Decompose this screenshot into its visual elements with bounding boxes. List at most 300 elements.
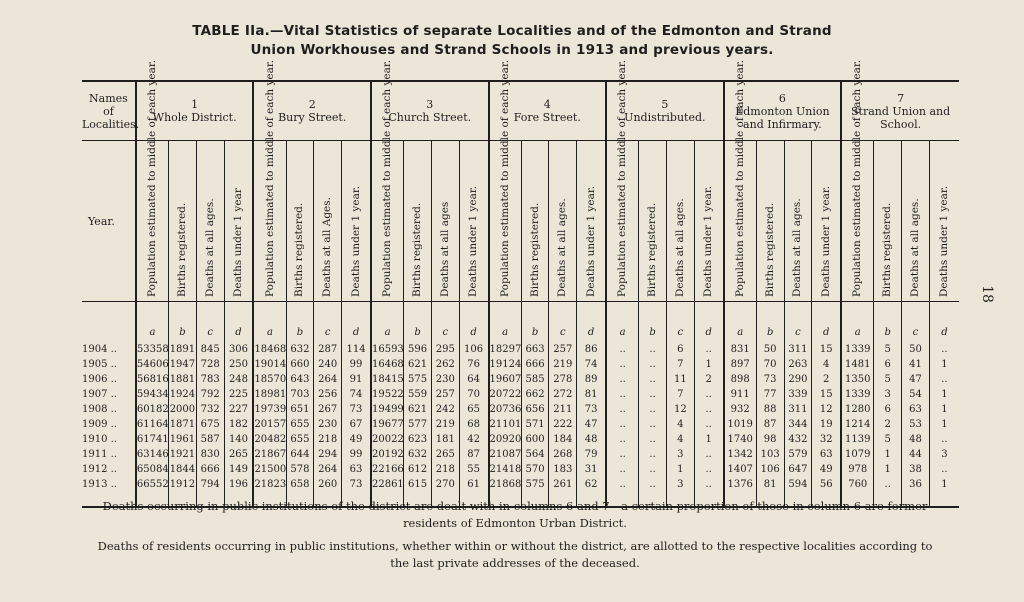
table-cell: 1 xyxy=(694,357,723,372)
column-header xyxy=(431,141,459,302)
column-letter: c xyxy=(784,302,812,343)
column-header-label: Population estimated to middle of each year. xyxy=(851,59,864,297)
table-cell: 227 xyxy=(224,402,253,417)
page-number: 18 xyxy=(978,285,995,303)
column-header-label: Births registered. xyxy=(293,202,306,297)
table-cell: 140 xyxy=(224,432,253,447)
table-cell: 272 xyxy=(549,387,577,402)
table-cell: 19014 xyxy=(254,359,287,370)
table-cell: .. xyxy=(694,447,723,462)
column-letter: d xyxy=(812,302,841,343)
table-cell: 149 xyxy=(224,462,253,477)
title-line-1: TABLE IIa.—Vital Statistics of separate Localities and of the Edmonton and Strand xyxy=(192,23,832,39)
table-cell: 41 xyxy=(902,357,930,372)
column-header-label: Deaths at all Ages. xyxy=(321,197,334,297)
table-cell: 98 xyxy=(756,432,784,447)
table-cell: 655 xyxy=(286,432,314,447)
table-row xyxy=(82,417,959,432)
table-cell: .. xyxy=(606,402,639,417)
table-cell: 311 xyxy=(784,402,812,417)
table-cell: 432 xyxy=(784,432,812,447)
column-header-row xyxy=(82,141,959,302)
group-number: 1 xyxy=(191,98,199,111)
table-cell: 19522 xyxy=(371,389,404,400)
table-cell: 290 xyxy=(784,372,812,387)
footnote-2: Deaths of residents occurring in public institutions, whether within or without the district, are allotted to the respective localities according to the last private addresses of the deceased. xyxy=(97,539,933,570)
table-cell: 306 xyxy=(224,342,253,357)
column-letter: b xyxy=(874,302,902,343)
table-cell: 897 xyxy=(724,357,757,372)
column-letter: c xyxy=(549,302,577,343)
table-cell: 59434 xyxy=(136,389,169,400)
table-cell: 106 xyxy=(756,462,784,477)
table-cell: 1280 xyxy=(841,402,874,417)
table-cell: 1 xyxy=(929,357,959,372)
table-cell: 1 xyxy=(666,462,694,477)
table-cell: 663 xyxy=(521,342,549,357)
table-cell: 339 xyxy=(784,387,812,402)
table-cell: 81 xyxy=(756,477,784,492)
group-name: Whole District. xyxy=(152,111,237,124)
table-cell: 267 xyxy=(314,402,342,417)
table-cell: 262 xyxy=(431,357,459,372)
table-cell: 1 xyxy=(929,417,959,432)
table-cell: 264 xyxy=(314,372,342,387)
column-letter: a xyxy=(489,302,522,343)
table-cell: 21418 xyxy=(489,464,522,475)
table-cell: 732 xyxy=(196,402,224,417)
column-letter: d xyxy=(342,302,371,343)
table-cell: .. xyxy=(639,477,667,492)
table-cell: 1844 xyxy=(169,464,196,475)
table-cell: 615 xyxy=(404,477,432,492)
table-cell: 1 xyxy=(874,462,902,477)
table-cell: 63 xyxy=(812,447,841,462)
table-cell: 66552 xyxy=(136,479,169,490)
column-header xyxy=(459,141,488,302)
table-cell: 655 xyxy=(286,417,314,432)
table-cell: 344 xyxy=(784,417,812,432)
table-row xyxy=(82,342,959,357)
table-cell: 257 xyxy=(431,387,459,402)
year-cell: 1912 .. xyxy=(82,464,117,475)
column-header-label: Deaths under 1 year. xyxy=(702,185,715,297)
table-cell: 594 xyxy=(784,477,812,492)
table-cell: 264 xyxy=(314,462,342,477)
footnote-1: Deaths occurring in public institutions of the district are dealt with in columns 6 and 7—a certain proportion of those in column 6 are former residents of Edmonton Urban District. xyxy=(102,499,928,530)
table-cell: 666 xyxy=(521,357,549,372)
table-cell: .. xyxy=(929,372,959,387)
table-cell: 570 xyxy=(521,462,549,477)
column-letter: b xyxy=(521,302,549,343)
table-cell: 675 xyxy=(196,417,224,432)
year-cell: 1908 .. xyxy=(82,404,117,415)
table-cell: 20736 xyxy=(489,404,522,415)
table-cell: 1921 xyxy=(169,449,196,460)
table-cell: 1339 xyxy=(841,387,874,402)
table-cell: 268 xyxy=(549,447,577,462)
table-cell: 260 xyxy=(314,477,342,492)
column-header xyxy=(606,59,639,302)
table-cell: 61741 xyxy=(136,434,169,445)
table-cell: 44 xyxy=(902,447,930,462)
column-header xyxy=(756,141,784,302)
table-cell: 54606 xyxy=(136,359,169,370)
table-cell: 1871 xyxy=(169,419,196,430)
table-cell: .. xyxy=(639,432,667,447)
names-of-localities-label: Names of Localities. xyxy=(82,82,136,141)
column-header xyxy=(784,141,812,302)
column-letter: d xyxy=(929,302,959,343)
table-cell: .. xyxy=(606,462,639,477)
table-cell: 21867 xyxy=(254,449,287,460)
table-row xyxy=(82,402,959,417)
table-cell: 3 xyxy=(666,477,694,492)
table-cell: 218 xyxy=(431,462,459,477)
column-header xyxy=(314,141,342,302)
column-header xyxy=(929,141,959,302)
table-cell: 571 xyxy=(521,417,549,432)
footnotes xyxy=(90,498,940,578)
table-cell: .. xyxy=(639,402,667,417)
column-header xyxy=(874,141,902,302)
column-header xyxy=(666,141,694,302)
table-cell: 250 xyxy=(224,357,253,372)
table-cell: 64 xyxy=(459,372,488,387)
table-cell: 38 xyxy=(902,462,930,477)
table-cell: 265 xyxy=(224,447,253,462)
table-cell: .. xyxy=(874,477,902,492)
column-header-label: Deaths at all ages xyxy=(438,201,451,297)
column-header-label: Population estimated to middle of each year. xyxy=(498,59,511,297)
column-header-label: Deaths under 1 year. xyxy=(349,185,362,297)
year-cell: 1909 .. xyxy=(82,419,117,430)
table-cell: 16468 xyxy=(371,359,404,370)
table-cell: 31 xyxy=(577,462,606,477)
table-cell: 2 xyxy=(694,372,723,387)
table-cell: .. xyxy=(694,342,723,357)
table-cell: 67 xyxy=(342,417,371,432)
table-cell: 278 xyxy=(549,372,577,387)
table-cell: 257 xyxy=(549,342,577,357)
table-cell: 20920 xyxy=(489,434,522,445)
table-cell: 219 xyxy=(549,357,577,372)
table-cell: 911 xyxy=(724,387,757,402)
vital-statistics-table xyxy=(82,59,959,508)
table-cell: 794 xyxy=(196,477,224,492)
table-cell: 182 xyxy=(224,417,253,432)
table-cell: 1350 xyxy=(841,372,874,387)
column-header-label: Deaths at all ages. xyxy=(791,198,804,297)
table-cell: 621 xyxy=(404,402,432,417)
table-cell: 1339 xyxy=(841,342,874,357)
table-cell: 2 xyxy=(812,372,841,387)
column-header xyxy=(902,141,930,302)
table-cell: 99 xyxy=(342,447,371,462)
table-cell: 65 xyxy=(459,402,488,417)
table-cell: 61 xyxy=(459,477,488,492)
table-cell: 792 xyxy=(196,387,224,402)
table-cell: 49 xyxy=(342,432,371,447)
table-cell: 261 xyxy=(549,477,577,492)
table-cell: 932 xyxy=(724,402,757,417)
table-cell: 265 xyxy=(431,447,459,462)
title-line-2: Union Workhouses and Strand Schools in 1913 and previous years. xyxy=(250,42,774,58)
column-header-label: Population estimated to middle of each year. xyxy=(263,59,276,297)
table-cell: 1912 xyxy=(169,479,196,490)
table-cell: 3 xyxy=(929,447,959,462)
table-cell: 21500 xyxy=(254,464,287,475)
table-cell: .. xyxy=(694,462,723,477)
table-cell: 88 xyxy=(756,402,784,417)
column-header-label: Population estimated to middle of each year. xyxy=(381,59,394,297)
table-cell: 21823 xyxy=(254,479,287,490)
table-cell: 666 xyxy=(196,462,224,477)
column-letter: b xyxy=(639,302,667,343)
table-cell: .. xyxy=(639,462,667,477)
table-cell: 99 xyxy=(342,357,371,372)
group-name: Bury Street. xyxy=(278,111,347,124)
table-cell: 20022 xyxy=(371,434,404,445)
table-cell: 22166 xyxy=(371,464,404,475)
table-cell: 20157 xyxy=(254,419,287,430)
table-cell: 211 xyxy=(549,402,577,417)
column-header xyxy=(253,59,286,302)
table-cell: 50 xyxy=(902,342,930,357)
table-cell: 63 xyxy=(342,462,371,477)
table-cell: 183 xyxy=(549,462,577,477)
table-cell: 18570 xyxy=(254,374,287,385)
table-cell: 1891 xyxy=(169,344,196,355)
table-cell: .. xyxy=(694,402,723,417)
column-header xyxy=(371,59,404,302)
table-cell: 1376 xyxy=(724,477,757,492)
table-cell: 20192 xyxy=(371,449,404,460)
group-number: 4 xyxy=(543,98,551,111)
column-header-label: Population estimated to middle of each year. xyxy=(616,59,629,297)
table-cell: 621 xyxy=(404,357,432,372)
table-cell: 54 xyxy=(902,387,930,402)
column-letters-row xyxy=(82,302,959,343)
table-cell: 81 xyxy=(577,387,606,402)
group-name: Church Street. xyxy=(388,111,472,124)
table-cell: 225 xyxy=(224,387,253,402)
table-cell: 47 xyxy=(902,372,930,387)
table-cell: 1019 xyxy=(724,417,757,432)
table-cell: 1740 xyxy=(724,432,757,447)
table-cell: 32 xyxy=(812,432,841,447)
table-cell: 1924 xyxy=(169,389,196,400)
table-cell: 76 xyxy=(459,357,488,372)
table-cell: 63 xyxy=(902,402,930,417)
column-letter: a xyxy=(606,302,639,343)
group-name: Edmonton Union and Infirmary. xyxy=(735,104,830,131)
table-cell: 3 xyxy=(874,387,902,402)
group-header-row xyxy=(82,82,959,141)
table-cell: 22861 xyxy=(371,479,404,490)
year-cell: 1907 .. xyxy=(82,389,117,400)
table-cell: 74 xyxy=(577,357,606,372)
table-cell: 19607 xyxy=(489,374,522,385)
table-cell: 256 xyxy=(314,387,342,402)
column-header xyxy=(489,59,522,302)
table-cell: 579 xyxy=(784,447,812,462)
year-cell: 1913 .. xyxy=(82,479,117,490)
column-letter: a xyxy=(841,302,874,343)
table-cell: 5 xyxy=(874,372,902,387)
table-cell: .. xyxy=(694,417,723,432)
table-cell: 73 xyxy=(756,372,784,387)
table-cell: 559 xyxy=(404,387,432,402)
column-header xyxy=(694,141,723,302)
table-cell: 1961 xyxy=(169,434,196,445)
year-cell: 1906 .. xyxy=(82,374,117,385)
column-letter: b xyxy=(169,302,197,343)
table-cell: .. xyxy=(639,342,667,357)
table-cell: 830 xyxy=(196,447,224,462)
table-cell: .. xyxy=(694,477,723,492)
table-cell: 7 xyxy=(666,387,694,402)
table-cell: 1947 xyxy=(169,359,196,370)
table-cell: 2 xyxy=(874,417,902,432)
column-header-label: Population estimated to middle of each year. xyxy=(733,59,746,297)
table-cell: 73 xyxy=(342,477,371,492)
table-cell: .. xyxy=(694,387,723,402)
table-cell: 18468 xyxy=(254,344,287,355)
table-cell: 4 xyxy=(666,432,694,447)
table-cell: 1 xyxy=(929,387,959,402)
table-cell: 19 xyxy=(812,417,841,432)
table-cell: 656 xyxy=(521,402,549,417)
column-header-label: Deaths at all ages. xyxy=(908,198,921,297)
year-cell: 1904 .. xyxy=(82,344,117,355)
table-cell: 56 xyxy=(812,477,841,492)
column-letter: c xyxy=(314,302,342,343)
table-cell: 831 xyxy=(724,342,757,357)
table-cell: 577 xyxy=(404,417,432,432)
table-row xyxy=(82,447,959,462)
year-cell: 1910 .. xyxy=(82,434,117,445)
table-cell: 728 xyxy=(196,357,224,372)
table-cell: 63146 xyxy=(136,449,169,460)
column-header xyxy=(577,141,606,302)
table-cell: 6 xyxy=(666,342,694,357)
table-cell: 1079 xyxy=(841,447,874,462)
column-header-label: Deaths under 1 year. xyxy=(937,185,950,297)
table-cell: 662 xyxy=(521,387,549,402)
table-cell: 311 xyxy=(784,342,812,357)
table-cell: 21087 xyxy=(489,449,522,460)
table-cell: 263 xyxy=(784,357,812,372)
table-cell: 242 xyxy=(431,402,459,417)
table-cell: 16593 xyxy=(371,344,404,355)
table-cell: 575 xyxy=(404,372,432,387)
table-cell: 53358 xyxy=(136,344,169,355)
column-letter: d xyxy=(459,302,488,343)
table-cell: 219 xyxy=(431,417,459,432)
column-header-label: Population estimated to middle of each year. xyxy=(145,59,158,297)
column-header xyxy=(841,59,874,302)
table-cell: 898 xyxy=(724,372,757,387)
table-cell: 19739 xyxy=(254,404,287,415)
table-cell: 196 xyxy=(224,477,253,492)
table-cell: .. xyxy=(606,417,639,432)
table-cell: 12 xyxy=(666,402,694,417)
table-cell: 73 xyxy=(577,402,606,417)
table-cell: 106 xyxy=(459,342,488,357)
column-letter: c xyxy=(902,302,930,343)
table-cell: 15 xyxy=(812,342,841,357)
table-row xyxy=(82,432,959,447)
table-cell: .. xyxy=(606,432,639,447)
column-letter: c xyxy=(666,302,694,343)
table-cell: .. xyxy=(639,387,667,402)
table-cell: 60182 xyxy=(136,404,169,415)
table-cell: .. xyxy=(929,462,959,477)
table-cell: 21101 xyxy=(489,419,522,430)
column-header xyxy=(224,141,253,302)
table-cell: 18297 xyxy=(489,344,522,355)
table-cell: 53 xyxy=(902,417,930,432)
table-cell: 1 xyxy=(874,447,902,462)
table-cell: 87 xyxy=(459,447,488,462)
column-header xyxy=(404,141,432,302)
table-cell: 585 xyxy=(521,372,549,387)
table-cell: 564 xyxy=(521,447,549,462)
column-header-label: Deaths under 1 year. xyxy=(584,185,597,297)
table-row xyxy=(82,372,959,387)
table-row xyxy=(82,357,959,372)
table-cell: 70 xyxy=(459,387,488,402)
table-cell: 222 xyxy=(549,417,577,432)
table-cell: 181 xyxy=(431,432,459,447)
table-cell: 21868 xyxy=(489,479,522,490)
table-cell: 703 xyxy=(286,387,314,402)
table-cell: 73 xyxy=(342,402,371,417)
table-cell: 48 xyxy=(577,432,606,447)
group-number: 6 xyxy=(778,91,786,105)
table-cell: 47 xyxy=(577,417,606,432)
group-name: Strand Union and School. xyxy=(851,104,951,131)
group-number: 7 xyxy=(897,91,905,105)
table-cell: 1139 xyxy=(841,432,874,447)
table-cell: 36 xyxy=(902,477,930,492)
table-cell: 612 xyxy=(404,462,432,477)
table-cell: 19677 xyxy=(371,419,404,430)
table-cell: 103 xyxy=(756,447,784,462)
column-header xyxy=(286,141,314,302)
table-cell: 651 xyxy=(286,402,314,417)
table-cell: .. xyxy=(639,357,667,372)
table-cell: 623 xyxy=(404,432,432,447)
table-cell: .. xyxy=(929,342,959,357)
column-header-label: Births registered. xyxy=(528,202,541,297)
column-header xyxy=(812,141,841,302)
table-cell: 91 xyxy=(342,372,371,387)
table-cell: .. xyxy=(606,372,639,387)
table-cell: 1 xyxy=(929,477,959,492)
table-cell: 218 xyxy=(314,432,342,447)
table-cell: 600 xyxy=(521,432,549,447)
table-cell: 643 xyxy=(286,372,314,387)
table-cell: 70 xyxy=(756,357,784,372)
table-cell: 42 xyxy=(459,432,488,447)
table-cell: 2000 xyxy=(169,404,196,415)
year-label: Year. xyxy=(82,141,136,302)
table-cell: 248 xyxy=(224,372,253,387)
table-cell: 1407 xyxy=(724,462,757,477)
table-cell: 6 xyxy=(874,402,902,417)
